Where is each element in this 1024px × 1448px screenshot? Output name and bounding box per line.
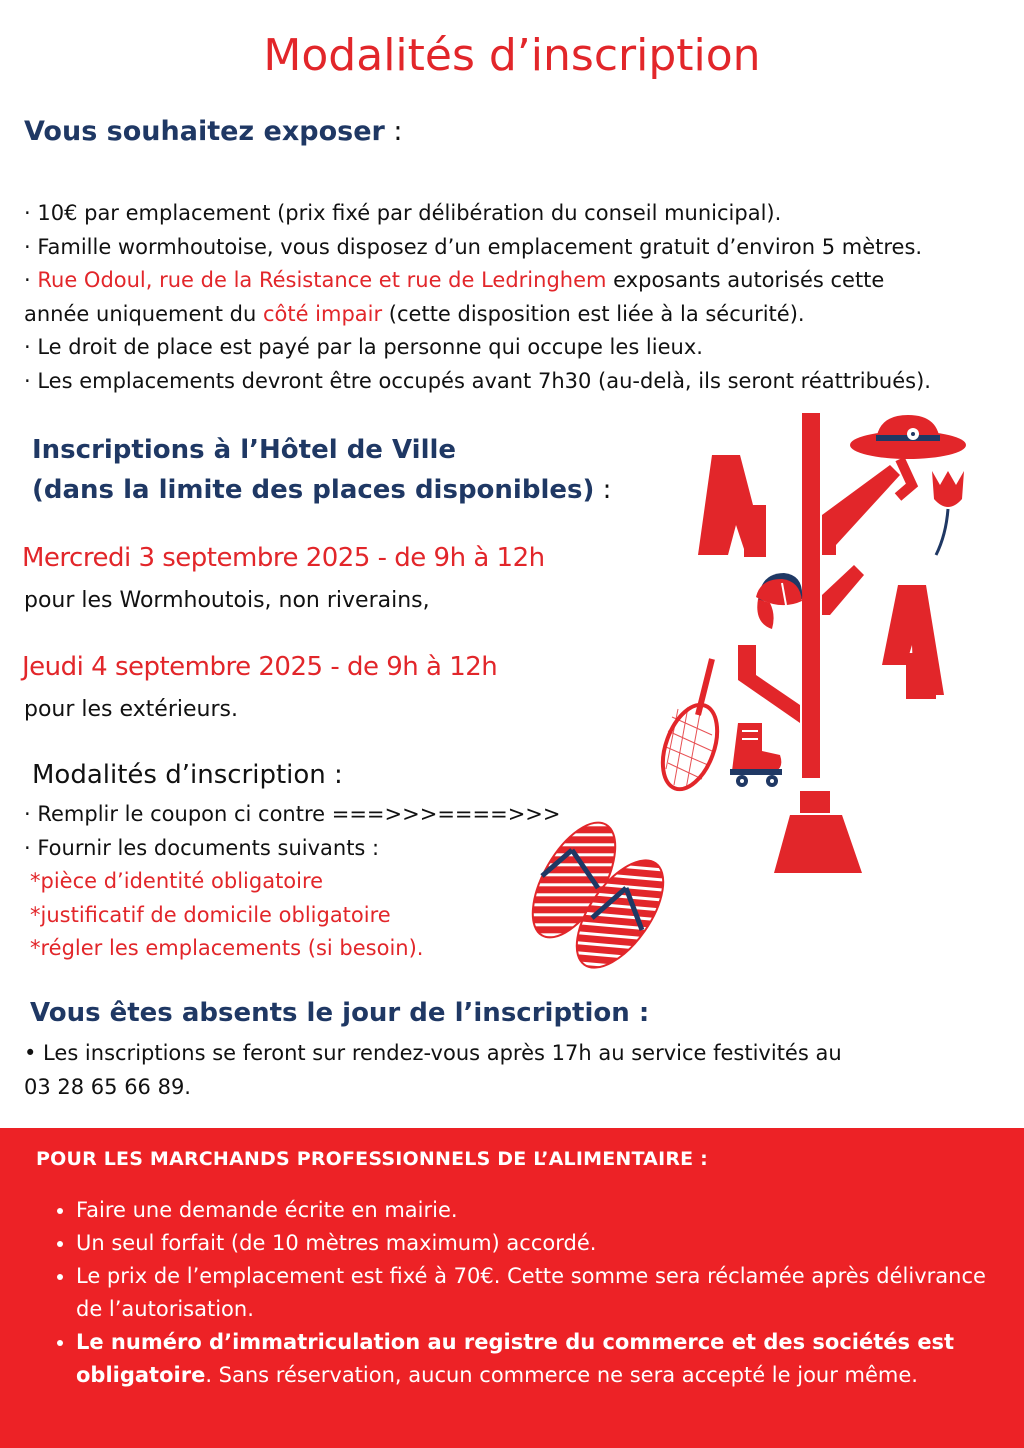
- expose-line-3-rest: exposants autorisés cette: [606, 268, 885, 292]
- food-vendors-heading: POUR LES MARCHANDS PROFESSIONNELS DE L’ALIMENTAIRE :: [36, 1148, 708, 1170]
- flip-flops-icon: [528, 818, 668, 976]
- modal-line-2: · Fournir les documents suivants :: [24, 835, 380, 860]
- vendor-rule-2: • Un seul forfait (de 10 mètres maximum) accordé.: [76, 1227, 1016, 1260]
- page-title: Modalités d’inscription: [263, 30, 761, 81]
- date-wednesday-audience: pour les Wormhoutois, non riverains,: [24, 588, 430, 613]
- date-wednesday: Mercredi 3 septembre 2025 - de 9h à 12h: [22, 543, 545, 573]
- expose-list: [24, 197, 1014, 398]
- hotel-heading-line-1: Inscriptions à l’Hôtel de Ville: [32, 435, 457, 465]
- food-vendors-list: [46, 1194, 1016, 1392]
- absent-text: [24, 1037, 1014, 1104]
- expose-line-4: [24, 298, 1014, 332]
- expose-line-6: · Les emplacements devront être occupés avant 7h30 (au-delà, ils seront réattribués).: [24, 368, 931, 393]
- flip-flops-illustration: [528, 818, 668, 976]
- modal-list: [24, 798, 584, 966]
- vendor-rule-4: [76, 1326, 1016, 1392]
- vendor-rule-4-rest: . Sans réservation, aucun commerce ne sera accepté le jour même.: [205, 1363, 918, 1387]
- expose-heading-colon: :: [384, 116, 403, 147]
- tennis-racket-icon: [652, 659, 727, 797]
- vendor-rule-3: • Le prix de l’emplacement est fixé à 70€. Cette somme sera réclamée après délivrance de l’autorisation.: [76, 1260, 1016, 1326]
- hotel-heading-colon: :: [594, 475, 612, 505]
- food-vendors-panel: [0, 1128, 1024, 1448]
- doc-address: *justificatif de domicile obligatoire: [30, 902, 391, 927]
- absent-line-1: • Les inscriptions se feront sur rendez-vous après 17h au service festivités au: [24, 1041, 842, 1065]
- hotel-heading-line-2: (dans la limite des places disponibles): [32, 475, 595, 505]
- date-thursday-audience: pour les extérieurs.: [24, 697, 238, 722]
- modal-heading: Modalités d’inscription :: [32, 760, 343, 790]
- expose-line-4-b: (cette disposition est liée à la sécurité).: [382, 301, 805, 326]
- date-thursday: Jeudi 4 septembre 2025 - de 9h à 12h: [22, 652, 498, 682]
- coat-rack-icon: [802, 413, 820, 778]
- expose-heading-text: Vous souhaitez exposer: [24, 116, 385, 147]
- phone-number: 03 28 65 66 89.: [24, 1074, 191, 1099]
- expose-line-4-a: année uniquement du: [24, 301, 263, 326]
- doc-payment: *régler les emplacements (si besoin).: [30, 936, 424, 960]
- expose-heading: [24, 116, 403, 147]
- expose-line-3-prefix: ·: [24, 268, 38, 292]
- expose-line-1: · 10€ par emplacement (prix fixé par délibération du conseil municipal).: [24, 201, 782, 225]
- expose-line-3: [24, 264, 1014, 298]
- modal-line-1: · Remplir le coupon ci contre ===>>>====>>>: [24, 802, 561, 826]
- vendor-rule-1: • Faire une demande écrite en mairie.: [76, 1194, 1016, 1227]
- doc-id: *pièce d’identité obligatoire: [30, 869, 324, 893]
- coat-rack-illustration: [650, 405, 980, 895]
- hotel-heading-line-2-wrap: [32, 470, 611, 510]
- streets-highlight: Rue Odoul, rue de la Résistance et rue de Ledringhem: [37, 268, 607, 292]
- vendor-rule-4-bold: Le numéro d’immatriculation au registre du commerce et des sociétés est obligatoire: [76, 1330, 955, 1387]
- expose-line-2: · Famille wormhoutoise, vous disposez d’un emplacement gratuit d’environ 5 mètres.: [24, 234, 923, 259]
- odd-side-highlight: côté impair: [262, 301, 383, 326]
- tulip-icon: [932, 471, 964, 555]
- roller-skate-icon: [730, 723, 782, 787]
- cap-icon: [756, 573, 802, 629]
- absent-heading: Vous êtes absents le jour de l’inscription :: [30, 998, 650, 1028]
- expose-line-5: · Le droit de place est payé par la personne qui occupe les lieux.: [24, 335, 703, 359]
- hotel-heading: [32, 430, 611, 510]
